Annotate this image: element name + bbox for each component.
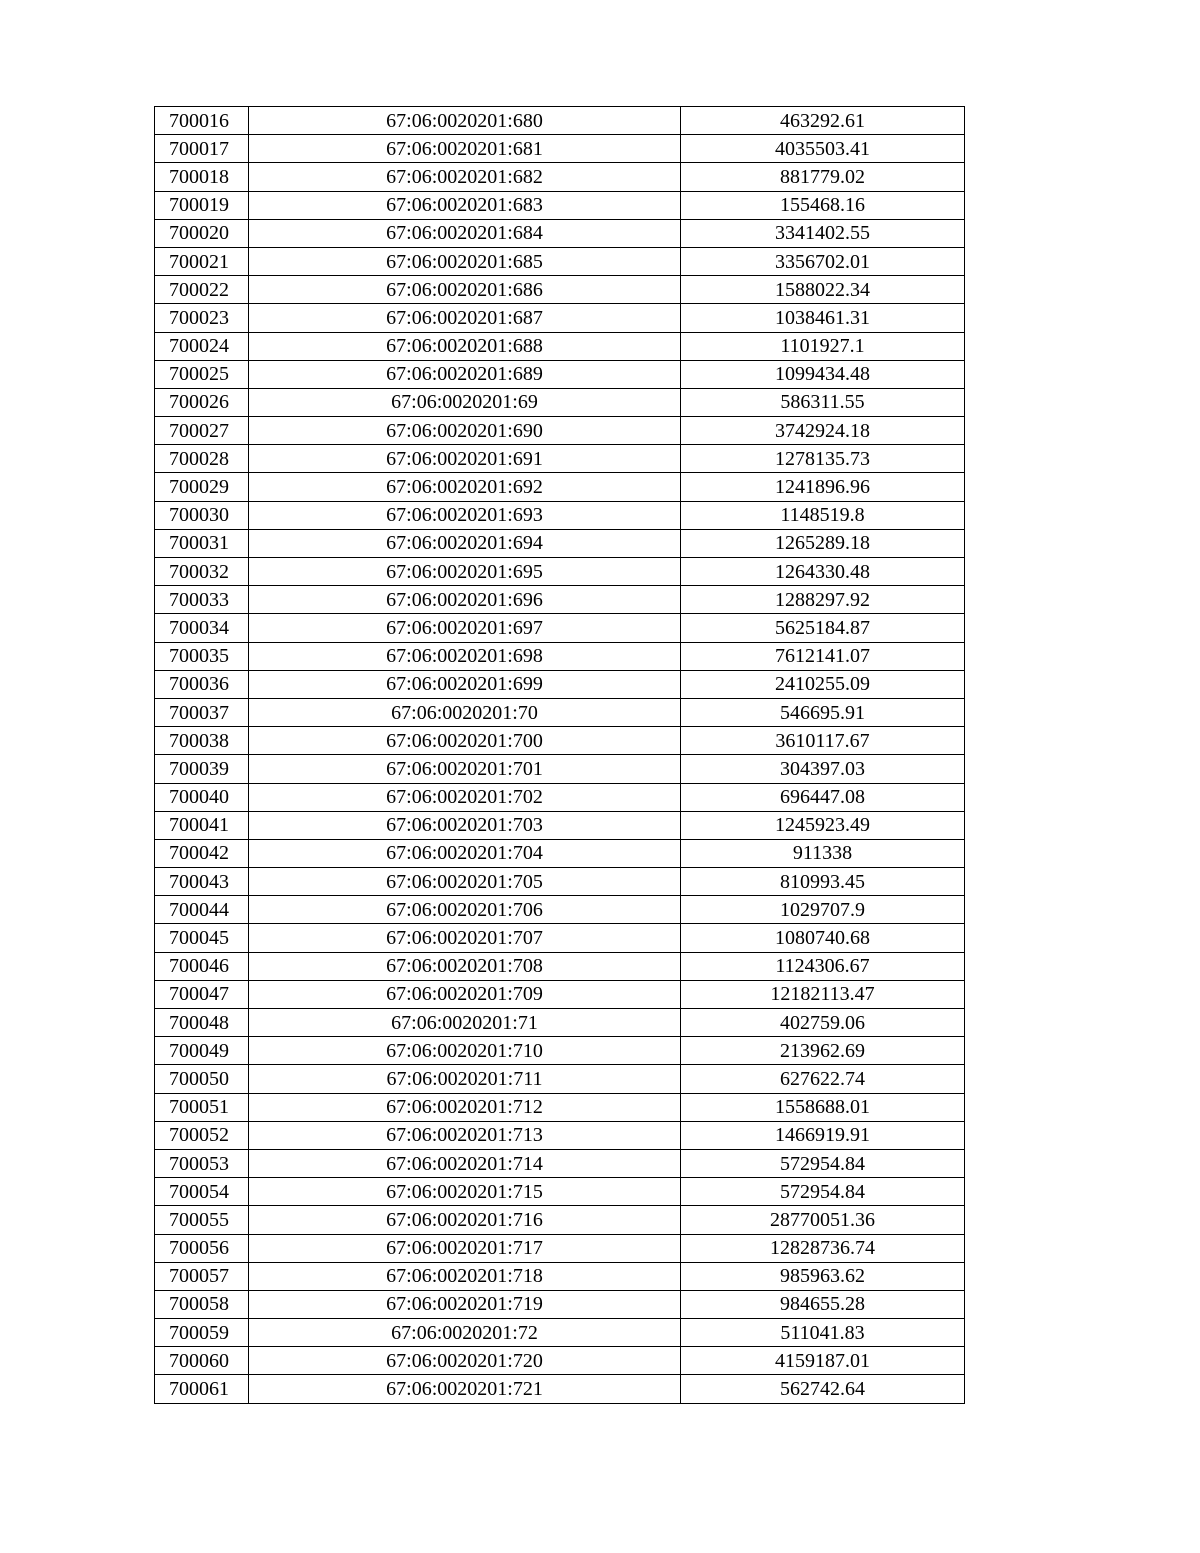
cadastral-number-cell: 67:06:0020201:711	[249, 1065, 681, 1093]
row-id-cell: 700026	[155, 388, 249, 416]
cadastral-value-cell: 1099434.48	[681, 360, 965, 388]
cadastral-number-cell: 67:06:0020201:705	[249, 868, 681, 896]
cadastral-number-cell: 67:06:0020201:72	[249, 1319, 681, 1347]
table-row	[155, 1319, 965, 1347]
cadastral-number-cell: 67:06:0020201:695	[249, 558, 681, 586]
cadastral-value-cell: 911338	[681, 839, 965, 867]
table-row	[155, 1037, 965, 1065]
table-row	[155, 586, 965, 614]
cadastral-value-cell: 1038461.31	[681, 304, 965, 332]
table-row	[155, 980, 965, 1008]
cadastral-number-cell: 67:06:0020201:694	[249, 529, 681, 557]
table-row	[155, 1262, 965, 1290]
table-row	[155, 107, 965, 135]
row-id-cell: 700037	[155, 698, 249, 726]
row-id-cell: 700045	[155, 924, 249, 952]
table-row	[155, 360, 965, 388]
cadastral-number-cell: 67:06:0020201:719	[249, 1290, 681, 1318]
row-id-cell: 700017	[155, 135, 249, 163]
table-row	[155, 924, 965, 952]
table-row	[155, 727, 965, 755]
table-row	[155, 1234, 965, 1262]
cadastral-value-cell: 304397.03	[681, 755, 965, 783]
cadastral-value-cell: 4035503.41	[681, 135, 965, 163]
cadastral-number-cell: 67:06:0020201:698	[249, 642, 681, 670]
cadastral-value-cell: 463292.61	[681, 107, 965, 135]
cadastral-number-cell: 67:06:0020201:701	[249, 755, 681, 783]
table-row	[155, 473, 965, 501]
cadastral-number-cell: 67:06:0020201:700	[249, 727, 681, 755]
cadastral-value-cell: 985963.62	[681, 1262, 965, 1290]
row-id-cell: 700048	[155, 1009, 249, 1037]
cadastral-value-cell: 586311.55	[681, 388, 965, 416]
table-row	[155, 388, 965, 416]
row-id-cell: 700025	[155, 360, 249, 388]
table-row	[155, 529, 965, 557]
cadastral-number-cell: 67:06:0020201:692	[249, 473, 681, 501]
cadastral-value-cell: 155468.16	[681, 191, 965, 219]
cadastral-number-cell: 67:06:0020201:682	[249, 163, 681, 191]
table-row	[155, 332, 965, 360]
cadastral-value-cell: 1080740.68	[681, 924, 965, 952]
cadastral-value-table	[154, 106, 965, 1404]
table-row	[155, 698, 965, 726]
cadastral-number-cell: 67:06:0020201:707	[249, 924, 681, 952]
row-id-cell: 700052	[155, 1121, 249, 1149]
cadastral-value-cell: 627622.74	[681, 1065, 965, 1093]
cadastral-value-cell: 12182113.47	[681, 980, 965, 1008]
table-row	[155, 445, 965, 473]
table-row	[155, 417, 965, 445]
row-id-cell: 700055	[155, 1206, 249, 1234]
table-row	[155, 1121, 965, 1149]
cadastral-value-cell: 5625184.87	[681, 614, 965, 642]
row-id-cell: 700054	[155, 1178, 249, 1206]
table-row	[155, 1065, 965, 1093]
cadastral-number-cell: 67:06:0020201:702	[249, 783, 681, 811]
row-id-cell: 700022	[155, 276, 249, 304]
row-id-cell: 700024	[155, 332, 249, 360]
cadastral-number-cell: 67:06:0020201:690	[249, 417, 681, 445]
cadastral-number-cell: 67:06:0020201:685	[249, 247, 681, 275]
row-id-cell: 700028	[155, 445, 249, 473]
cadastral-value-cell: 4159187.01	[681, 1347, 965, 1375]
cadastral-number-cell: 67:06:0020201:691	[249, 445, 681, 473]
cadastral-value-cell: 1101927.1	[681, 332, 965, 360]
cadastral-number-cell: 67:06:0020201:706	[249, 896, 681, 924]
row-id-cell: 700020	[155, 219, 249, 247]
cadastral-value-cell: 1265289.18	[681, 529, 965, 557]
row-id-cell: 700038	[155, 727, 249, 755]
row-id-cell: 700039	[155, 755, 249, 783]
table-row	[155, 247, 965, 275]
table-row	[155, 1206, 965, 1234]
cadastral-value-cell: 1148519.8	[681, 501, 965, 529]
cadastral-number-cell: 67:06:0020201:688	[249, 332, 681, 360]
cadastral-number-cell: 67:06:0020201:699	[249, 670, 681, 698]
row-id-cell: 700031	[155, 529, 249, 557]
cadastral-value-cell: 696447.08	[681, 783, 965, 811]
cadastral-value-cell: 12828736.74	[681, 1234, 965, 1262]
row-id-cell: 700019	[155, 191, 249, 219]
table-row	[155, 1093, 965, 1121]
row-id-cell: 700033	[155, 586, 249, 614]
row-id-cell: 700035	[155, 642, 249, 670]
cadastral-value-cell: 881779.02	[681, 163, 965, 191]
row-id-cell: 700016	[155, 107, 249, 135]
row-id-cell: 700032	[155, 558, 249, 586]
table-row	[155, 670, 965, 698]
cadastral-value-cell: 402759.06	[681, 1009, 965, 1037]
row-id-cell: 700053	[155, 1149, 249, 1177]
table-row	[155, 896, 965, 924]
row-id-cell: 700050	[155, 1065, 249, 1093]
cadastral-number-cell: 67:06:0020201:708	[249, 952, 681, 980]
cadastral-value-cell: 1558688.01	[681, 1093, 965, 1121]
table-row	[155, 642, 965, 670]
row-id-cell: 700044	[155, 896, 249, 924]
table-body	[155, 107, 965, 1404]
table-row	[155, 952, 965, 980]
table-row	[155, 558, 965, 586]
row-id-cell: 700056	[155, 1234, 249, 1262]
cadastral-value-cell: 1241896.96	[681, 473, 965, 501]
table-row	[155, 839, 965, 867]
table-row	[155, 191, 965, 219]
table-row	[155, 1009, 965, 1037]
cadastral-value-cell: 3742924.18	[681, 417, 965, 445]
row-id-cell: 700030	[155, 501, 249, 529]
table-row	[155, 1149, 965, 1177]
row-id-cell: 700041	[155, 811, 249, 839]
row-id-cell: 700021	[155, 247, 249, 275]
cadastral-value-cell: 572954.84	[681, 1149, 965, 1177]
cadastral-value-cell: 213962.69	[681, 1037, 965, 1065]
cadastral-number-cell: 67:06:0020201:716	[249, 1206, 681, 1234]
table-row	[155, 811, 965, 839]
row-id-cell: 700057	[155, 1262, 249, 1290]
table-row	[155, 219, 965, 247]
cadastral-value-cell: 572954.84	[681, 1178, 965, 1206]
cadastral-number-cell: 67:06:0020201:683	[249, 191, 681, 219]
cadastral-number-cell: 67:06:0020201:720	[249, 1347, 681, 1375]
cadastral-number-cell: 67:06:0020201:717	[249, 1234, 681, 1262]
cadastral-value-cell: 3341402.55	[681, 219, 965, 247]
row-id-cell: 700040	[155, 783, 249, 811]
cadastral-number-cell: 67:06:0020201:703	[249, 811, 681, 839]
cadastral-value-cell: 2410255.09	[681, 670, 965, 698]
cadastral-value-cell: 562742.64	[681, 1375, 965, 1403]
cadastral-number-cell: 67:06:0020201:693	[249, 501, 681, 529]
row-id-cell: 700029	[155, 473, 249, 501]
cadastral-number-cell: 67:06:0020201:709	[249, 980, 681, 1008]
row-id-cell: 700027	[155, 417, 249, 445]
cadastral-number-cell: 67:06:0020201:70	[249, 698, 681, 726]
cadastral-value-cell: 3610117.67	[681, 727, 965, 755]
row-id-cell: 700046	[155, 952, 249, 980]
table-row	[155, 501, 965, 529]
row-id-cell: 700043	[155, 868, 249, 896]
table-row	[155, 868, 965, 896]
cadastral-number-cell: 67:06:0020201:704	[249, 839, 681, 867]
cadastral-number-cell: 67:06:0020201:684	[249, 219, 681, 247]
table-row	[155, 783, 965, 811]
cadastral-value-cell: 546695.91	[681, 698, 965, 726]
cadastral-number-cell: 67:06:0020201:681	[249, 135, 681, 163]
cadastral-value-cell: 1245923.49	[681, 811, 965, 839]
table-row	[155, 135, 965, 163]
row-id-cell: 700036	[155, 670, 249, 698]
cadastral-number-cell: 67:06:0020201:718	[249, 1262, 681, 1290]
table-row	[155, 1178, 965, 1206]
cadastral-number-cell: 67:06:0020201:680	[249, 107, 681, 135]
cadastral-value-cell: 1288297.92	[681, 586, 965, 614]
cadastral-number-cell: 67:06:0020201:686	[249, 276, 681, 304]
table-row	[155, 1347, 965, 1375]
cadastral-value-cell: 1029707.9	[681, 896, 965, 924]
cadastral-number-cell: 67:06:0020201:697	[249, 614, 681, 642]
table-row	[155, 1290, 965, 1318]
table-row	[155, 276, 965, 304]
row-id-cell: 700059	[155, 1319, 249, 1347]
cadastral-number-cell: 67:06:0020201:71	[249, 1009, 681, 1037]
cadastral-value-cell: 984655.28	[681, 1290, 965, 1318]
row-id-cell: 700061	[155, 1375, 249, 1403]
cadastral-value-cell: 1588022.34	[681, 276, 965, 304]
cadastral-number-cell: 67:06:0020201:721	[249, 1375, 681, 1403]
cadastral-number-cell: 67:06:0020201:69	[249, 388, 681, 416]
cadastral-value-cell: 1466919.91	[681, 1121, 965, 1149]
cadastral-number-cell: 67:06:0020201:713	[249, 1121, 681, 1149]
cadastral-value-cell: 1278135.73	[681, 445, 965, 473]
row-id-cell: 700058	[155, 1290, 249, 1318]
cadastral-value-cell: 28770051.36	[681, 1206, 965, 1234]
cadastral-value-cell: 7612141.07	[681, 642, 965, 670]
cadastral-value-cell: 1264330.48	[681, 558, 965, 586]
table-row	[155, 614, 965, 642]
table-row	[155, 304, 965, 332]
table-row	[155, 163, 965, 191]
table-row	[155, 1375, 965, 1403]
cadastral-value-cell: 810993.45	[681, 868, 965, 896]
row-id-cell: 700051	[155, 1093, 249, 1121]
cadastral-number-cell: 67:06:0020201:715	[249, 1178, 681, 1206]
row-id-cell: 700018	[155, 163, 249, 191]
row-id-cell: 700042	[155, 839, 249, 867]
row-id-cell: 700034	[155, 614, 249, 642]
cadastral-number-cell: 67:06:0020201:689	[249, 360, 681, 388]
cadastral-number-cell: 67:06:0020201:710	[249, 1037, 681, 1065]
cadastral-number-cell: 67:06:0020201:712	[249, 1093, 681, 1121]
row-id-cell: 700023	[155, 304, 249, 332]
cadastral-value-cell: 3356702.01	[681, 247, 965, 275]
cadastral-number-cell: 67:06:0020201:687	[249, 304, 681, 332]
cadastral-number-cell: 67:06:0020201:696	[249, 586, 681, 614]
cadastral-number-cell: 67:06:0020201:714	[249, 1149, 681, 1177]
cadastral-value-cell: 511041.83	[681, 1319, 965, 1347]
table-row	[155, 755, 965, 783]
cadastral-value-cell: 1124306.67	[681, 952, 965, 980]
row-id-cell: 700049	[155, 1037, 249, 1065]
row-id-cell: 700047	[155, 980, 249, 1008]
row-id-cell: 700060	[155, 1347, 249, 1375]
